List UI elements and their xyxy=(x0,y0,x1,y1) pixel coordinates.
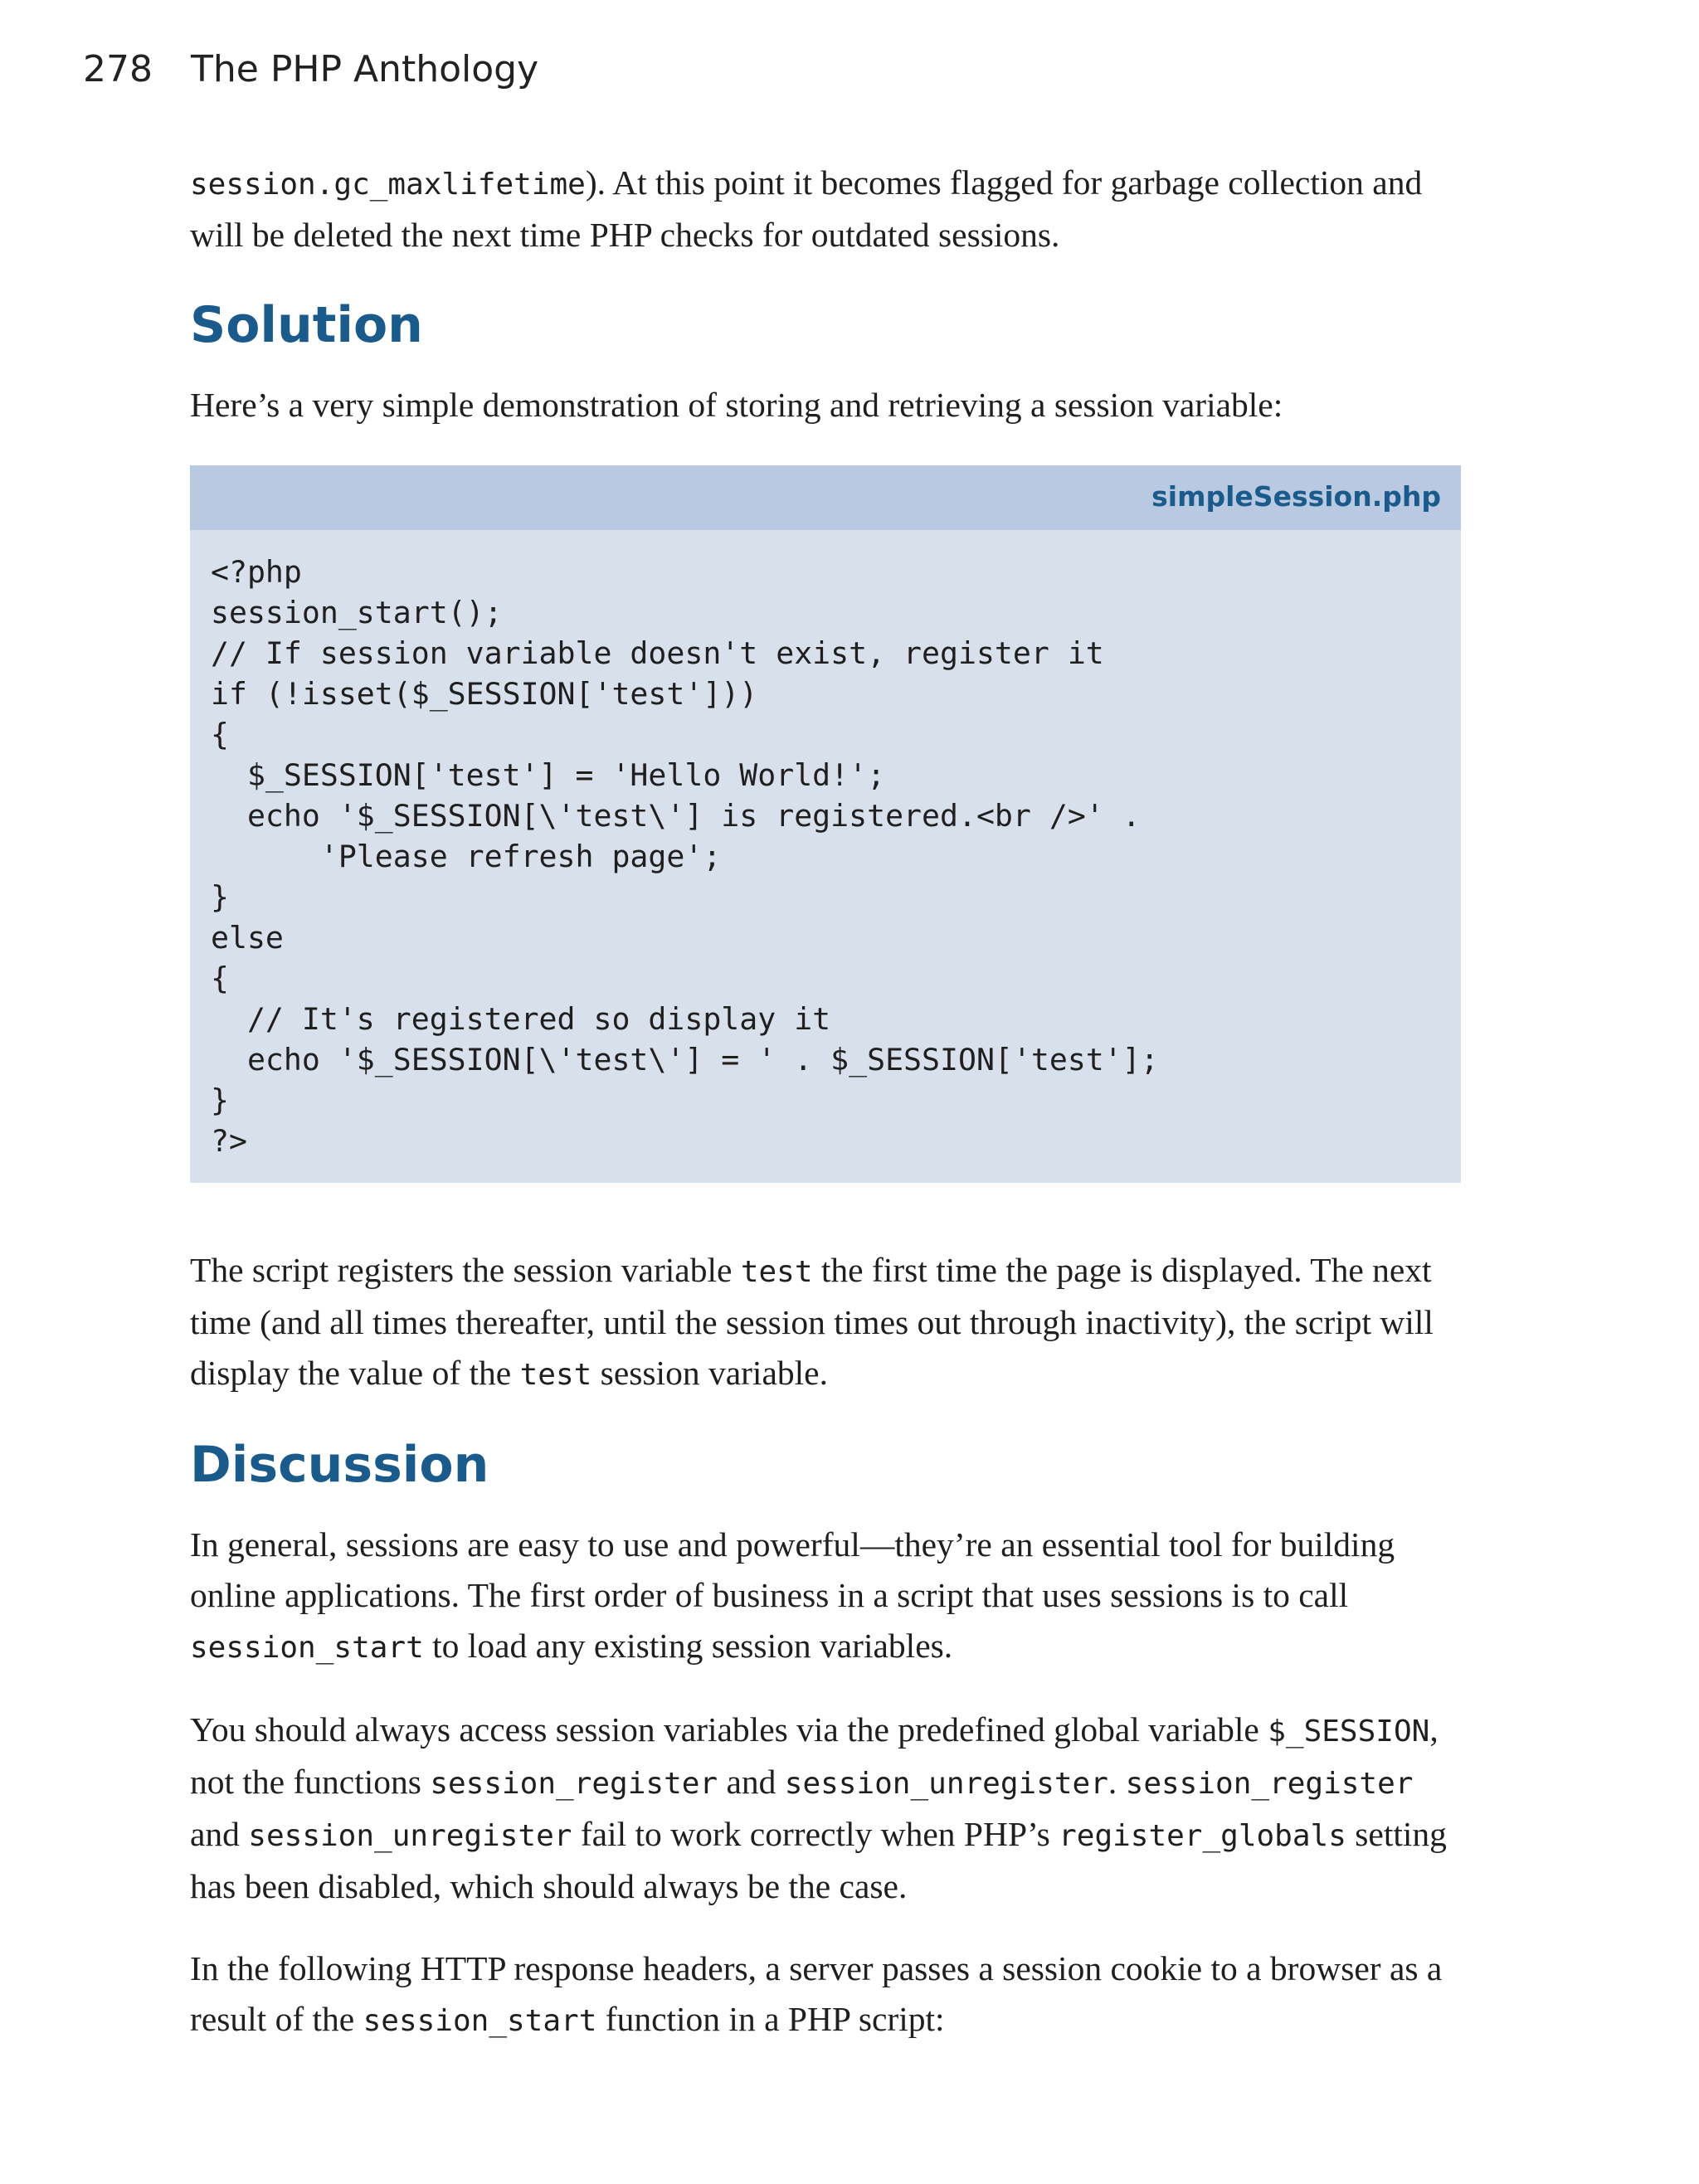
code-line: } xyxy=(211,1082,229,1118)
paragraph-text: , not the functions xyxy=(190,1710,1439,1801)
code-block xyxy=(190,530,1461,1183)
paragraph-text: ). At this point it becomes flagged for garbage collection and will be deleted the next time PHP checks for outdated sessions. xyxy=(190,163,1423,254)
running-head xyxy=(83,48,538,90)
solution-heading: Solution xyxy=(190,296,423,354)
inline-code: session_start xyxy=(190,1631,424,1665)
code-line: <?php xyxy=(211,554,302,590)
paragraph-text: function in a PHP script: xyxy=(596,2000,945,2038)
discussion-paragraph-1 xyxy=(190,1520,1461,1673)
inline-code: test xyxy=(740,1255,813,1289)
paragraph-text: fail to work correctly when PHP’s xyxy=(572,1815,1059,1853)
paragraph-text: and xyxy=(718,1763,785,1801)
code-line: if (!isset($_SESSION['test'])) xyxy=(211,676,758,712)
discussion-paragraph-2 xyxy=(190,1705,1461,1912)
code-line: echo '$_SESSION[\'test\'] is registered.<br />' . xyxy=(211,798,1141,834)
code-line: session_start(); xyxy=(211,595,503,630)
paragraph-text: and xyxy=(190,1815,249,1853)
paragraph-text: to load any existing session variables. xyxy=(423,1627,953,1665)
discussion-paragraph-3 xyxy=(190,1943,1461,2046)
code-filename: simpleSession.php xyxy=(1151,480,1441,513)
paragraph-text: session variable. xyxy=(591,1354,828,1392)
intro-paragraph xyxy=(190,158,1461,260)
solution-lead: Here’s a very simple demonstration of storing and retrieving a session variable: xyxy=(190,386,1283,424)
code-line: 'Please refresh page'; xyxy=(211,839,722,874)
code-line: { xyxy=(211,717,229,752)
paragraph-text: setting has been disabled, which should always be the case. xyxy=(190,1815,1447,1905)
paragraph-text: The script registers the session variable xyxy=(190,1251,741,1289)
code-line: ?> xyxy=(211,1123,247,1159)
inline-code: session_unregister xyxy=(248,1819,572,1853)
paragraph-text: . xyxy=(1108,1763,1126,1801)
solution-explanation xyxy=(190,1245,1461,1400)
code-line: else xyxy=(211,920,284,956)
inline-code: register_globals xyxy=(1059,1819,1346,1853)
code-line: { xyxy=(211,961,229,996)
discussion-heading: Discussion xyxy=(190,1436,489,1494)
code-line: echo '$_SESSION[\'test\'] = ' . $_SESSION['test']; xyxy=(211,1042,1159,1077)
code-line: // If session variable doesn't exist, register it xyxy=(211,635,1104,671)
code-listing xyxy=(190,465,1461,1183)
inline-code: session.gc_maxlifetime xyxy=(190,168,586,202)
code-line: $_SESSION['test'] = 'Hello World!'; xyxy=(211,757,886,793)
code-line: // It's registered so display it xyxy=(211,1001,831,1037)
paragraph-text: In general, sessions are easy to use and powerful—they’re an essential tool for building online applications. The first order of business in a script that uses sessions is to call xyxy=(190,1525,1395,1614)
page-number: 278 xyxy=(83,48,153,90)
code-line: } xyxy=(211,879,229,915)
page-content xyxy=(190,158,1461,2046)
paragraph-text: the first time the page is displayed. The next time (and all times thereafter, until the session times out through inactivity), the script will display the value of the xyxy=(190,1251,1434,1392)
inline-code: $_SESSION xyxy=(1268,1715,1430,1749)
code-listing-caption xyxy=(190,465,1461,530)
inline-code: session_unregister xyxy=(784,1767,1108,1801)
inline-code: session_start xyxy=(363,2004,597,2038)
paragraph-text: In the following HTTP response headers, a server passes a session cookie to a browser as a result of the xyxy=(190,1949,1443,2038)
inline-code: session_register xyxy=(430,1767,718,1801)
inline-code: session_register xyxy=(1125,1767,1414,1801)
book-title: The PHP Anthology xyxy=(191,48,539,90)
paragraph-text: You should always access session variables via the predefined global variable xyxy=(190,1710,1268,1749)
inline-code: test xyxy=(519,1358,592,1392)
